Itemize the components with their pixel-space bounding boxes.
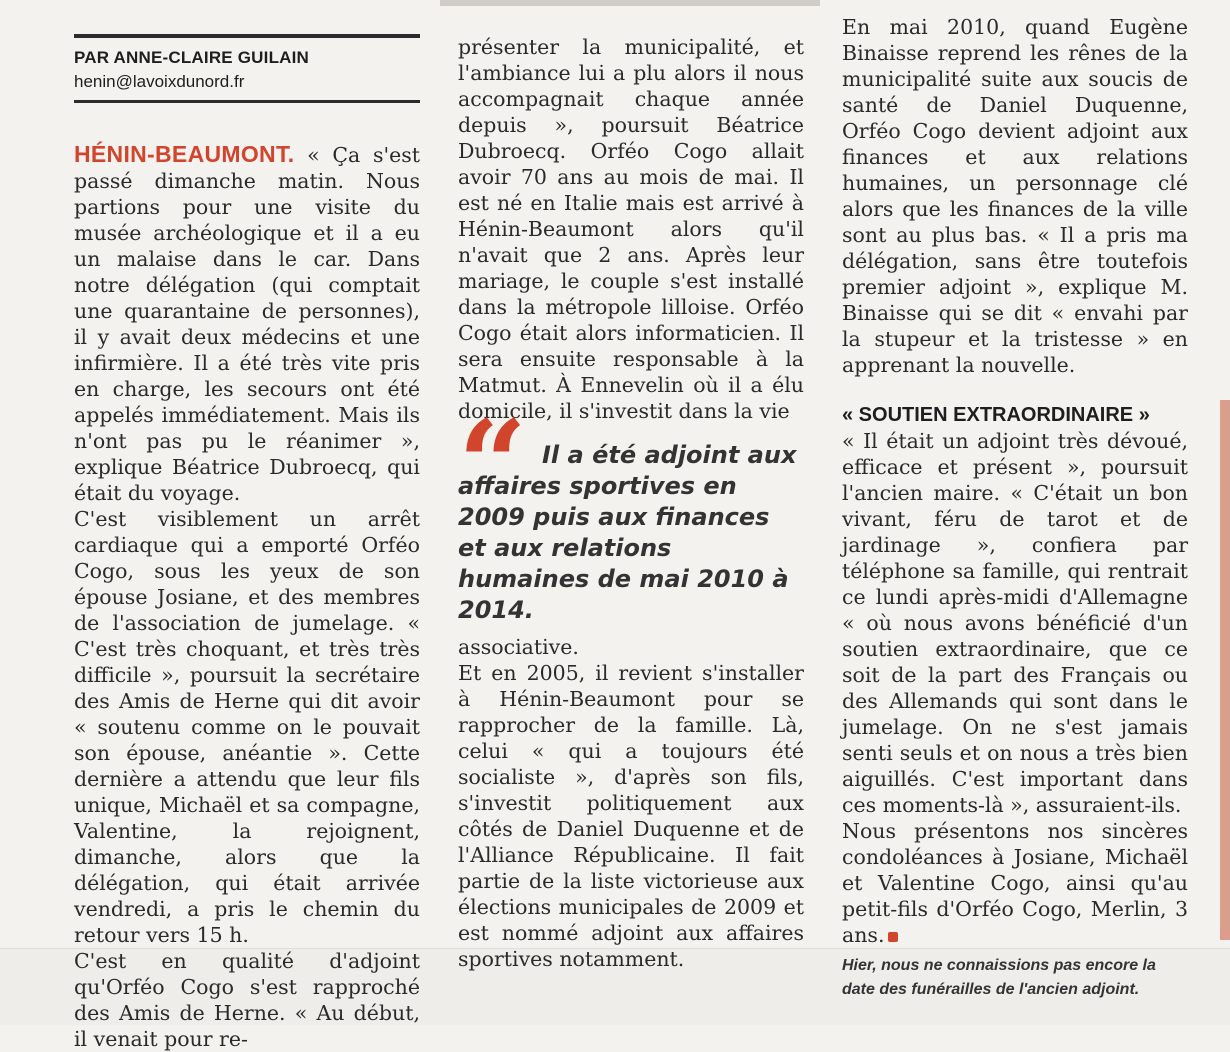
end-of-article-icon xyxy=(888,932,898,942)
byline-rule-top xyxy=(74,34,420,38)
paragraph: C'est en qualité d'adjoint qu'Orféo Cogo s'est rapproché des Amis de Herne. « Au début, il venait pour re- xyxy=(74,949,420,1051)
editor-note: Hier, nous ne connaissions pas encore la date des funérailles de l'ancien adjoint. xyxy=(842,957,1156,998)
author-email: henin@lavoixdunord.fr xyxy=(74,72,245,91)
column-3 xyxy=(842,14,1188,1002)
adjacent-photo-edge xyxy=(1220,400,1230,940)
column-2-bottom xyxy=(458,634,804,972)
column-1-text xyxy=(74,141,420,1052)
paragraph: associative. xyxy=(458,635,579,659)
byline-rule-bottom xyxy=(74,100,420,103)
column-3-text xyxy=(842,14,1188,378)
column-1 xyxy=(74,34,420,1052)
adjacent-article-edge xyxy=(440,0,820,6)
dateline: HÉNIN-BEAUMONT. xyxy=(74,141,295,167)
column-2-top-text: présenter la municipalité, et l'ambiance lui a plu alors il nous accompagnait chaque année depuis », poursuit Béatrice Dubroecq. Orféo Cogo allait avoir 70 ans au mois de mai. Il est né en Italie mais est arrivé à Hénin-Beaumont alors qu'il n'avait que 2 ans. Après leur mariage, le couple s'est installé dans la métropole lilloise. Orféo Cogo était alors informaticien. Il sera ensuite responsable à la Matmut. À Ennevelin où il a élu domicile, il s'investit dans la vie xyxy=(458,35,804,423)
pull-quote-text: Il a été adjoint aux affaires sportives en 2009 puis aux finances et aux relations humaines de mai 2010 à 2014. xyxy=(458,441,797,624)
column-2 xyxy=(458,34,804,424)
paragraph: En mai 2010, quand Eugène Binaisse reprend les rênes de la municipalité suite aux soucis de santé de Daniel Duquenne, Orféo Cogo devient adjoint aux finances et aux relations humaines, un personnage clé alors que les finances de la ville sont au plus bas. « Il a pris ma délégation, sans être toutefois premier adjoint », explique M. Binaisse qui se dit « envahi par la stupeur et la tristesse » en apprenant la nouvelle. xyxy=(842,15,1188,377)
quote-mark-icon: “ xyxy=(458,394,528,535)
closing-text: Nous présentons nos sincères condoléances à Josiane, Michaël et Valentine Cogo, ainsi qu'au petit-fils d'Orféo Cogo, Merlin, 3 ans. xyxy=(842,819,1188,947)
paragraph: « Il était un adjoint très dévoué, efficace et présent », poursuit l'ancien maire. « C'était un bon vivant, féru de tarot et de jardinage », confiera par téléphone sa famille, qui rentrait ce lundi après-midi d'Allemagne « où nous avons bénéficié d'un soutien extraordinaire, que ce soit de la part des Français ou des Allemands qui sont dans le jumelage. On ne s'est jamais senti seuls et on nous a très bien aiguillés. C'est important dans ces moments-là », assuraient-ils. xyxy=(842,429,1188,817)
section-subheading: « SOUTIEN EXTRAORDINAIRE » xyxy=(842,404,1150,426)
lead-text: « Ça s'est passé dimanche matin. Nous partions pour une visite du musée archéologique et il a eu un malaise dans le car. Dans notre délégation (qui comptait une quarantaine de personnes), il y avait deux médecins et une infirmière. Il a été très vite pris en charge, les secours ont été appelés immédiatement. Mais ils n'ont pas pu le réanimer », explique Béatrice Dubroecq, qui était du voyage. xyxy=(74,143,420,505)
byline: PAR ANNE-CLAIRE GUILAIN xyxy=(74,48,310,67)
paragraph: C'est visiblement un arrêt cardiaque qui a emporté Orféo Cogo, sous les yeux de son épouse Josiane, et des membres de l'association de jumelage. « C'est très choquant, et très très difficile », poursuit la secrétaire des Amis de Herne qui dit avoir « soutenu comme on le pouvait son épouse, anéantie ». Cette dernière a attendu que leur fils unique, Michaël et sa compagne, Valentine, la rejoignent, dimanche, alors que la délégation, qui était arrivée vendredi, a pris le chemin du retour vers 15 h. xyxy=(74,507,420,947)
column-3-text-2 xyxy=(842,428,1188,948)
lead-paragraph xyxy=(74,141,420,506)
closing-paragraph xyxy=(842,818,1188,948)
paragraph: Et en 2005, il revient s'installer à Hénin-Beaumont pour se rapprocher de la famille. Là, celui « qui a toujours été socialiste », d'après son fils, s'investit politiquement aux côtés de Daniel Duquenne et de l'Alliance Républicaine. Il fait partie de la liste victorieuse aux élections municipales de 2009 et est nommé adjoint aux affaires sportives notamment. xyxy=(458,661,804,971)
